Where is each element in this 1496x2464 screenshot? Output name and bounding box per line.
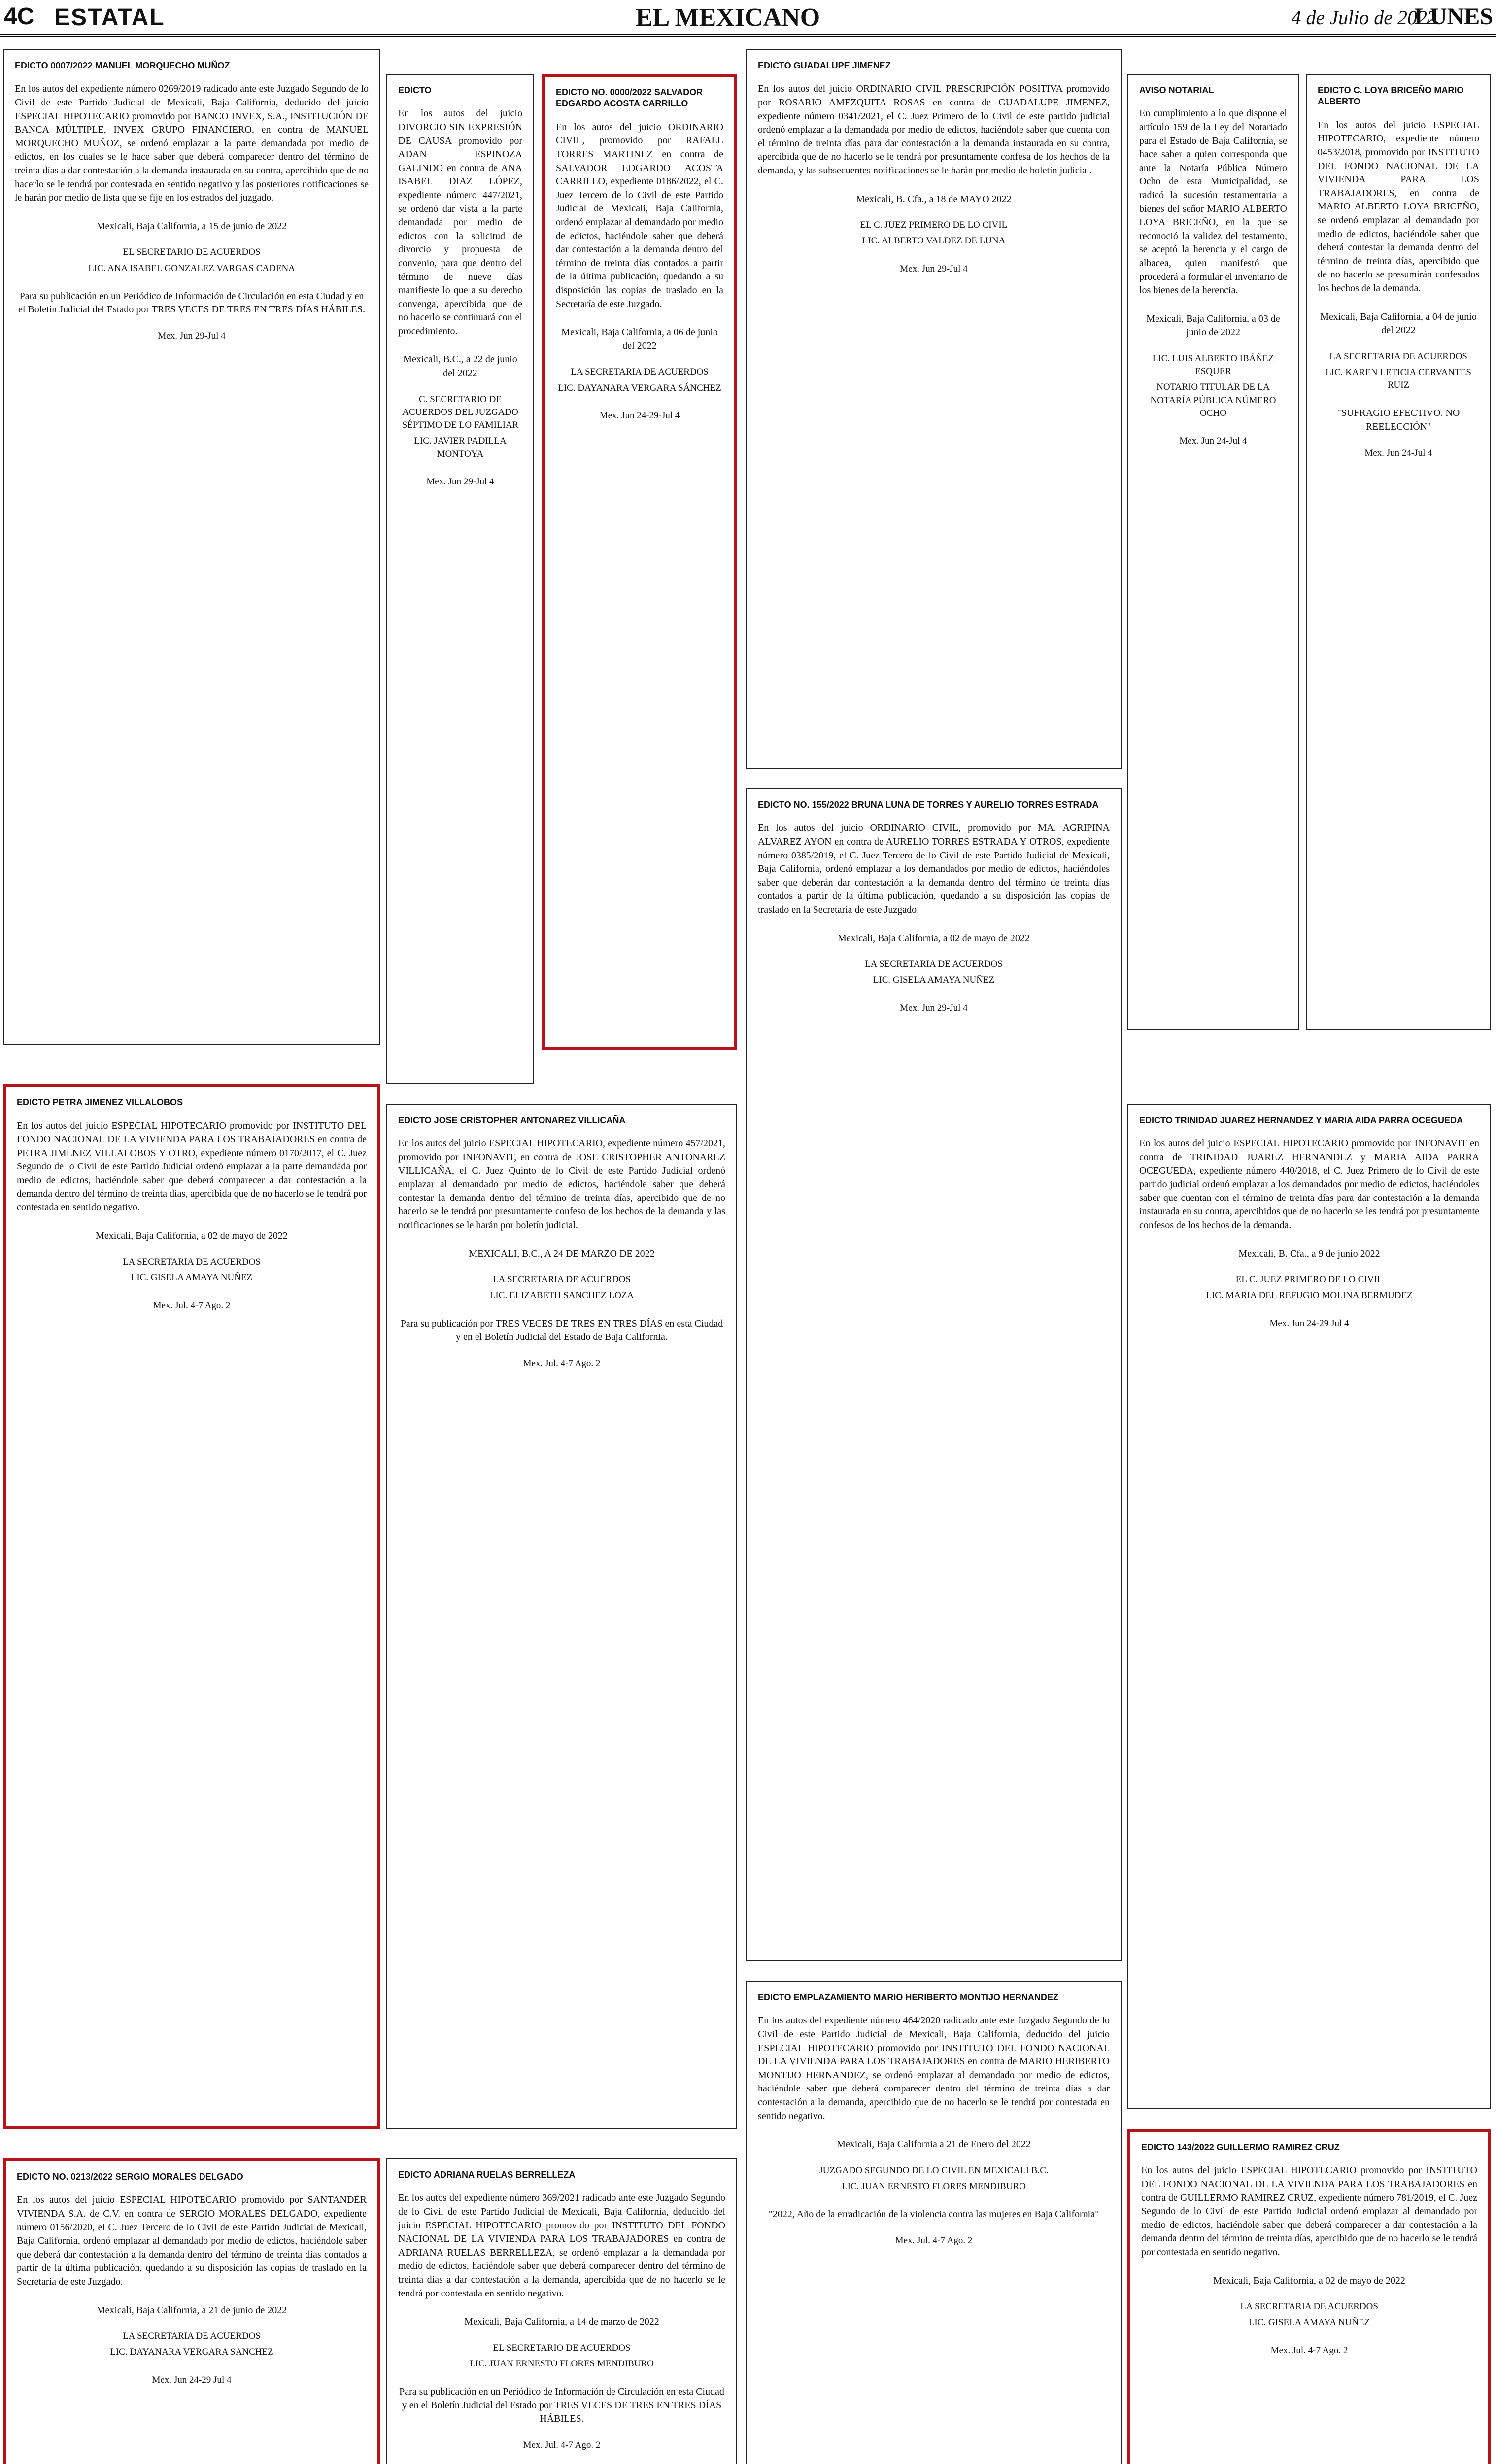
notice-publication-ref: Mex. Jul. 4-7 Ago. 2 [895, 2235, 973, 2246]
notice-body: En los autos del juicio ESPECIAL HIPOTECARIO promovido por SANTANDER VIVIENDA S.A. de C.V. en contra de SERGIO MORALES DELGADO, expediente número 0156/2020, el C. Juez Tercero de lo Civil de este Partido Judicial de Mexicali, Baja California, ordenó emplazar al demandado por medio de edictos, haciéndole saber que deberá dar contestación a la demanda dentro del término de treinta días contados a partir de la última publicación, quedando a su disposición las copias de traslado en la Secretaría de este Juzgado. [17, 2194, 367, 2287]
notice-place-date: Mexicali, Baja California, a 02 de mayo de 2022 [96, 1230, 288, 1241]
notice-note: Para su publicación en un Periódico de Información de Circulación en esta Ciudad y en el Boletín Judicial del Estado por TRES VECES DE TRES EN TRES DÍAS HÁBILES. [399, 2386, 724, 2425]
notice-heading: EDICTO NO. 0213/2022 SERGIO MORALES DELGADO [17, 2172, 243, 2182]
notice-box [3, 49, 380, 1045]
notice-body: En los autos del juicio ESPECIAL HIPOTECARIO, expediente número 0453/2018, promovido por INSTITUTO DEL FONDO NACIONAL DE LA VIVIENDA PARA LOS TRABAJADORES, en contra de MARIO ALBERTO LOYA BRICEÑO, se ordenó emplazar al demandado por medio de edictos, haciéndole saber que deberá contestar la demanda dentro del término de treinta días, apercibido que de no hacerlo se presumirán confesados los hechos de la demanda. [1318, 119, 1479, 294]
signature-name: LIC. ALBERTO VALDEZ DE LUNA [862, 236, 1006, 246]
page-number: 4C [4, 3, 34, 30]
signature-title: LA SECRETARIA DE ACUERDOS [123, 1257, 261, 1267]
notice-heading: EDICTO 143/2022 GUILLERMO RAMIREZ CRUZ [1141, 2142, 1340, 2152]
notice-place-date: Mexicali, Baja California, a 15 de junio de 2022 [96, 220, 287, 232]
section-title: ESTATAL [54, 4, 165, 31]
notice-signature [398, 1273, 725, 1302]
notice-box [1127, 1104, 1491, 2109]
notice-heading: EDICTO C. LOYA BRICEÑO MARIO ALBERTO [1318, 85, 1464, 107]
notice-publication-ref: Mex. Jul. 4-7 Ago. 2 [153, 1300, 231, 1311]
notice-signature [17, 2330, 367, 2359]
signature-title: LA SECRETARIA DE ACUERDOS [493, 1274, 631, 1285]
notice-heading: EDICTO PETRA JIMENEZ VILLALOBOS [17, 1097, 183, 1107]
signature-title: LA SECRETARIA DE ACUERDOS [1329, 351, 1467, 362]
notice-box [1306, 74, 1491, 1030]
signature-title: EL C. JUEZ PRIMERO DE LO CIVIL [860, 220, 1008, 231]
notice-publication-ref: Mex. Jun 24-29 Jul 4 [1269, 1318, 1349, 1329]
signature-name: LIC. JAVIER PADILLA MONTOYA [414, 436, 507, 459]
notice-publication-ref: Mex. Jun 24-29 Jul 4 [152, 2374, 232, 2385]
signature-name: LIC. GISELA AMAYA NUÑEZ [873, 975, 995, 986]
notice-body: En los autos del expediente número 0269/2019 radicado ante este Juzgado Segundo de lo Civil de este Partido Judicial de Mexicali, Baja California, deducido del juicio ESPECIAL HIPOTECARIO promovido por BANCO INVEX, S.A., INSTITUCIÓN DE BANCA MÚLTIPLE, INVEX GRUPO FINANCIERO, en contra de MANUEL MORQUECHO MUÑOZ, se ordenó emplazar a la parte demandada por medio de edictos, en los cuales se le hace saber que deberá comparecer dentro del término de treinta días a dar contestación a la demanda instaurada en su contra, apercibido que de no hacerlo se le tendrá por contestada en sentido negativo y las posteriores notificaciones se le harán por medio de lista que se fije en los estrados del juzgado. [15, 83, 369, 204]
notice-publication-ref: Mex. Jul. 4-7 Ago. 2 [523, 2439, 601, 2450]
notice-note: Para su publicación en un Periódico de Información de Circulación en esta Ciudad y en el Boletín Judicial del Estado por TRES VECES DE TRES EN TRES DÍAS HÁBILES. [18, 290, 366, 315]
newspaper-name: EL MEXICANO [636, 3, 820, 32]
notice-signature [17, 1256, 367, 1284]
signature-name: LIC. JUAN ERNESTO FLORES MENDIBURO [842, 2181, 1026, 2191]
notice-signature [398, 2342, 725, 2370]
signature-title: LA SECRETARIA DE ACUERDOS [571, 367, 709, 377]
notice-note: "SUFRAGIO EFECTIVO. NO REELECCIÓN" [1337, 408, 1460, 432]
notice-publication-ref: Mex. Jun 24-Jul 4 [1364, 447, 1432, 458]
signature-name: LIC. DAYANARA VERGARA SÁNCHEZ [558, 382, 721, 393]
notice-place-date: Mexicali, Baja California, a 21 de junio de 2022 [96, 2304, 287, 2316]
notice-heading: AVISO NOTARIAL [1139, 85, 1214, 95]
notice-publication-ref: Mex. Jun 29-Jul 4 [900, 263, 968, 274]
notice-publication-ref: Mex. Jul. 4-7 Ago. 2 [523, 1358, 601, 1369]
notice-signature [1139, 1273, 1479, 1302]
issue-day: LUNES [1414, 3, 1493, 30]
signature-title: LA SECRETARIA DE ACUERDOS [123, 2331, 261, 2342]
notice-publication-ref: Mex. Jun 24-Jul 4 [1179, 435, 1247, 446]
notice-heading: EDICTO ADRIANA RUELAS BERRELLEZA [398, 2170, 576, 2180]
notice-body: En los autos del juicio ORDINARIO CIVIL, promovido por MA. AGRIPINA ALVAREZ AYON en contra de AURELIO TORRES ESTRADA Y OTROS, expediente número 0385/2019, el C. Juez Tercero de lo Civil de este Partido Judicial de Mexicali, Baja California, ordenó emplazar a los demandados por medio de edictos, haciéndoles saber que deberán dar contestación a la demanda dentro del término de treinta días contados a partir de la última publicación, quedando a su disposición las copias de traslado en la Secretaría de este Juzgado. [758, 822, 1110, 915]
signature-name: LIC. ELIZABETH SANCHEZ LOZA [489, 1290, 634, 1301]
signature-name: LIC. JUAN ERNESTO FLORES MENDIBURO [470, 2358, 654, 2369]
notice-heading: EDICTO JOSE CRISTOPHER ANTONAREZ VILLICAÑA [398, 1115, 626, 1125]
notice-heading: EDICTO GUADALUPE JIMENEZ [758, 61, 891, 70]
notice-body: En cumplimiento a lo que dispone el artículo 159 de la Ley del Notariado para el Estado de Baja California, se hace saber a quien corresponda que ante la Notaría Pública Número Ocho de esta Municipalidad, se radicó la sucesión testamentaria a bienes del señor MARIO ALBERTO LOYA BRICEÑO, en la que se reconoció la validez del testamento, se aceptó la herencia y el cargo de albacea, quien manifestó que procederá a formular el inventario de los bienes de la herencia. [1139, 108, 1287, 296]
signature-title: LA SECRETARIA DE ACUERDOS [1240, 2301, 1378, 2312]
notice-heading: EDICTO NO. 155/2022 BRUNA LUNA DE TORRES Y AURELIO TORRES ESTRADA [758, 800, 1099, 810]
signature-name: LIC. DAYANARA VERGARA SANCHEZ [110, 2347, 273, 2358]
notice-heading: EDICTO NO. 0000/2022 SALVADOR EDGARDO ACOSTA CARRILLO [556, 87, 703, 109]
signature-title: C. SECRETARIO DE ACUERDOS DEL JUZGADO SÉPTIMO DE LO FAMILIAR [402, 394, 519, 431]
notice-box [542, 74, 737, 1050]
signature-name: NOTARIO TITULAR DE LA NOTARÍA PÚBLICA NÚMERO OCHO [1150, 382, 1276, 418]
notice-box [386, 2158, 737, 2464]
notice-body: En los autos del juicio ESPECIAL HIPOTECARIO, expediente número 457/2021, promovido por INFONAVIT, en contra de JOSE CRISTOPHER ANTONAREZ VILLICAÑA, el C. Juez Quinto de lo Civil de este Partido Judicial ordenó emplazar al demandado por medio de edictos, haciéndole saber que deberá contestar la demanda dentro del término de treinta días, apercibido que de no hacerlo se le tendrá por presuntamente confeso de los hechos de la demanda y las notificaciones se le harán por boletín judicial. [398, 1138, 725, 1231]
signature-title: JUZGADO SEGUNDO DE LO CIVIL EN MEXICALI B.C. [819, 2165, 1049, 2176]
notice-publication-ref: Mex. Jun 29-Jul 4 [158, 330, 226, 341]
signature-title: LA SECRETARIA DE ACUERDOS [865, 959, 1003, 970]
notice-place-date: Mexicali, Baja California, a 02 de mayo de 2022 [838, 932, 1030, 944]
notice-body: En los autos del expediente número 369/2021 radicado ante este Juzgado Segundo de lo Civil de este Partido Judicial de Mexicali, Baja California, deducido del juicio ESPECIAL HIPOTECARIO promovido por INSTITUTO DEL FONDO NACIONAL DE LA VIVIENDA PARA LOS TRABAJADORES en contra de ADRIANA RUELAS BERRELLEZA, se ordenó emplazar a la demandada por medio de edictos, haciéndole saber que deberá comparecer dentro del término de treinta días a dar contestación a la demanda, apercibida que de no hacerlo se le tendrá por contestada en sentido negativo. [398, 2192, 725, 2299]
notice-box [3, 2158, 380, 2464]
signature-title: EL SECRETARIO DE ACUERDOS [123, 247, 261, 258]
issue-date: 4 de Julio de 2022 [1291, 6, 1437, 29]
notice-heading: EDICTO EMPLAZAMIENTO MARIO HERIBERTO MONTIJO HERNANDEZ [758, 1992, 1059, 2002]
notice-signature [1139, 352, 1287, 420]
notice-signature [758, 219, 1110, 247]
notice-signature [15, 246, 369, 274]
notice-body: En los autos del juicio ORDINARIO CIVIL PRESCRIPCIÓN POSITIVA promovido por ROSARIO AMEZQUITA ROSAS en contra de GUADALUPE JIMENEZ, expediente número 0341/2021, el C. Juez Primero de lo Civil de este partido judicial ordenó emplazar a la demandada por medio de edictos, haciéndole saber que cuenta con el término de treinta días para dar contestación a la demanda instaurada en su contra, apercibida que de no hacerlo se le tendrá por presuntamente confesa de los hechos de la demanda, y las subsecuentes notificaciones se le harán por medio de boletín judicial. [758, 83, 1110, 176]
notice-publication-ref: Mex. Jun 29-Jul 4 [426, 476, 494, 487]
notice-heading: EDICTO TRINIDAD JUAREZ HERNANDEZ Y MARIA AIDA PARRA OCEGUEDA [1139, 1115, 1463, 1125]
notice-place-date: MEXICALI, B.C., A 24 DE MARZO DE 2022 [469, 1248, 655, 1259]
notice-box [386, 74, 534, 1084]
signature-name: LIC. GISELA AMAYA NUÑEZ [131, 1272, 253, 1283]
notice-body: En los autos del juicio ORDINARIO CIVIL, promovido por RAFAEL TORRES MARTINEZ en contra de SALVADOR EDGARDO ACOSTA CARRILLO, expediente 0186/2022, el C. Juez Tercero de lo Civil de este Partido Judicial de Mexicali, Baja California, ordenó emplazar al demandado por medio de edictos, haciéndole saber que deberá dar contestación a la demanda dentro del término de treinta días contados a partir de la última publicación, quedando a su disposición las copias de traslado en la Secretaría de este Juzgado. [556, 121, 723, 309]
signature-title: EL SECRETARIO DE ACUERDOS [493, 2342, 631, 2353]
notice-box [1127, 74, 1299, 1030]
signature-name: LIC. MARIA DEL REFUGIO MOLINA BERMUDEZ [1206, 1290, 1413, 1301]
notice-signature [1318, 350, 1479, 392]
notice-place-date: Mexicali, Baja California a 21 de Enero del 2022 [837, 2139, 1031, 2150]
notice-place-date: Mexicali, Baja California, a 06 de junio del 2022 [561, 327, 718, 351]
notice-place-date: Mexicali, Baja California, a 03 de junio de 2022 [1146, 313, 1280, 338]
notice-signature [1141, 2300, 1477, 2329]
signature-name: LIC. ANA ISABEL GONZALEZ VARGAS CADENA [88, 263, 295, 274]
notice-body: En los autos del expediente número 464/2020 radicado ante este Juzgado Segundo de lo Civil de este Partido Judicial de Mexicali, Baja California, deducido del juicio ESPECIAL HIPOTECARIO promovido por INSTITUTO DEL FONDO NACIONAL DE LA VIVIENDA PARA LOS TRABAJADORES en contra de MARIO HERIBERTO MONTIJO HERNANDEZ, se ordenó emplazar al demandado por medio de edictos, haciéndole saber que deberá comparecer dentro del término de treinta días a dar contestación a la demanda, apercibido que de no hacerlo se le tendrá por contestada en sentido negativo. [758, 2015, 1110, 2122]
notice-note: "2022, Año de la erradicación de la violencia contra las mujeres en Baja California" [768, 2209, 1099, 2220]
notice-box [746, 1981, 1122, 2464]
notice-publication-ref: Mex. Jun 24-29-Jul 4 [599, 410, 680, 421]
masthead [0, 0, 1496, 37]
notice-box [746, 49, 1122, 769]
notice-place-date: Mexicali, Baja California, a 14 de marzo de 2022 [464, 2316, 659, 2327]
notice-publication-ref: Mex. Jun 29-Jul 4 [900, 1002, 968, 1013]
signature-name: LIC. KAREN LETICIA CERVANTES RUIZ [1326, 367, 1471, 391]
notice-note: Para su publicación por TRES VECES DE TRES EN TRES DÍAS en esta Ciudad y en el Boletín Judicial del Estado de Baja California. [400, 1318, 723, 1343]
notice-box [386, 1104, 737, 2129]
notice-signature [556, 366, 723, 394]
notice-place-date: Mexicali, Baja California, a 02 de mayo de 2022 [1213, 2275, 1405, 2286]
notice-body: En los autos del juicio DIVORCIO SIN EXPRESIÓN DE CAUSA promovido por ADAN ESPINOZA GALINDO en contra de ANA ISABEL DIAZ LÓPEZ, expediente número 447/2021, se ordenó dar vista a la parte demandada por medio de edictos con la solicitud de divorcio y propuesta de convenio, para que dentro del término de nueve días manifieste lo que a su derecho convenga, apercibida que de no hacerlo se continuará con el procedimiento. [398, 108, 522, 337]
notice-place-date: Mexicali, B.C., a 22 de junio del 2022 [403, 354, 517, 379]
notice-body: En los autos del juicio ESPECIAL HIPOTECARIO promovido por INSTITUTO DEL FONDO NACIONAL DE LA VIVIENDA PARA LOS TRABAJADORES en contra de GUILLERMO RAMIREZ CRUZ, expediente número 781/2019, el C. Juez Segundo de lo Civil de este Partido Judicial ordenó emplazar al demandado por medio de edictos, haciéndole saber que deberá comparecer a dar contestación a la demanda dentro del término de treinta días, apercibido que de no hacerlo se le tendrá por contestada en sentido negativo. [1141, 2165, 1477, 2258]
notice-box [3, 1084, 380, 2129]
notice-signature [398, 393, 522, 461]
notice-signature [758, 958, 1110, 987]
signature-title: EL C. JUEZ PRIMERO DE LO CIVIL [1235, 1274, 1383, 1285]
notice-body: En los autos del juicio ESPECIAL HIPOTECARIO promovido por INSTITUTO DEL FONDO NACIONAL DE LA VIVIENDA PARA LOS TRABAJADORES en contra de PETRA JIMENEZ VILLALOBOS Y OTRO, expediente número 0170/2017, el C. Juez Segundo de lo Civil de este Partido Judicial ordenó emplazar a la parte demandada por medio de edictos, haciéndole saber que deberá comparecer a dar contestación a la demanda dentro del término de treinta días, apercibida que de no hacerlo se le tendrá por contestada en sentido negativo. [17, 1120, 367, 1213]
signature-name: LIC. GISELA AMAYA NUÑEZ [1248, 2317, 1370, 2328]
notice-heading: EDICTO [398, 85, 432, 95]
notice-heading: EDICTO 0007/2022 MANUEL MORQUECHO MUÑOZ [15, 61, 230, 70]
signature-title: LIC. LUIS ALBERTO IBÁÑEZ ESQUER [1152, 353, 1274, 377]
notice-place-date: Mexicali, Baja California, a 04 de junio del 2022 [1320, 311, 1477, 336]
notice-publication-ref: Mex. Jul. 4-7 Ago. 2 [1270, 2345, 1348, 2356]
notice-place-date: Mexicali, B. Cfa., a 18 de MAYO 2022 [856, 193, 1012, 205]
notice-box [1127, 2129, 1491, 2464]
notice-body: En los autos del juicio ESPECIAL HIPOTECARIO promovido por INFONAVIT en contra de TRINIDAD JUAREZ HERNANDEZ y MARIA AIDA PARRA OCEGUEDA, expediente número 440/2018, el C. Juez Primero de lo Civil de este partido judicial ordenó emplazar a los demandados por medio de edictos, haciéndoles saber que cuentan con el término de treinta días para dar contestación a la demanda instaurada en su contra, apercibidos que de no hacerlo se les tendrá por presuntamente confesos de los hechos de la demanda. [1139, 1138, 1479, 1231]
notice-signature [758, 2164, 1110, 2193]
notice-box [746, 788, 1122, 1961]
notice-place-date: Mexicali, B. Cfa., a 9 de junio 2022 [1238, 1248, 1380, 1259]
